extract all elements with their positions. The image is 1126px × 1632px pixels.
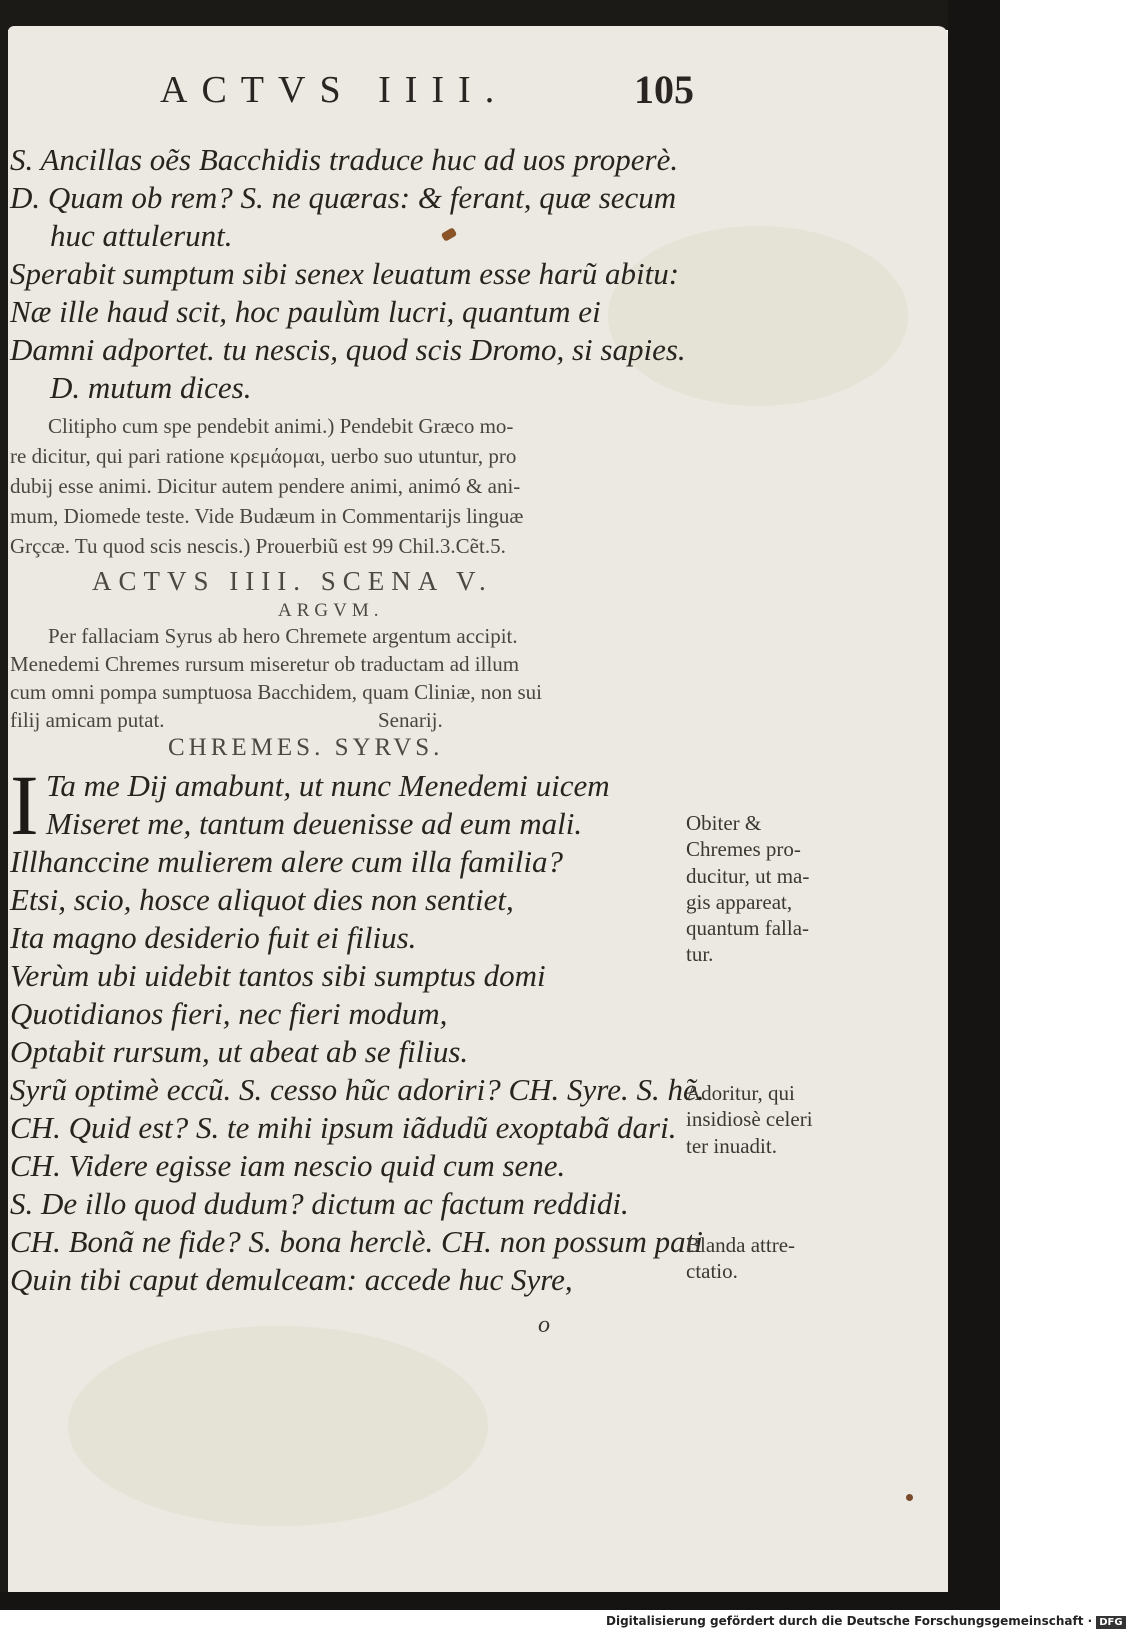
verse-line: S. Ancillas oẽs Bacchidis traduce huc ad uos properè. (10, 142, 679, 177)
paper-stain (608, 226, 908, 406)
commentary-line: re dicitur, qui pari ratione κρεμάομαι, uerbo suo utuntur, pro (10, 444, 517, 468)
verse-line: Damni adportet. tu nescis, quod scis Dromo, si sapies. (10, 332, 686, 367)
argument-line: filij amicam putat. (10, 708, 165, 732)
verse-line: D. mutum dices. (50, 370, 252, 405)
verse-line: Illhanccine mulierem alere cum illa familia? (10, 844, 563, 879)
verse-line: CH. Quid est? S. te mihi ipsum iãdudũ exoptabã dari. (10, 1110, 677, 1145)
argument-line: Menedemi Chremes rursum miseretur ob traductam ad illum (10, 652, 520, 676)
verse-line: CH. Bonã ne fide? S. bona herclè. CH. non possum pati (10, 1224, 703, 1259)
scene-heading: ACTVS IIII. SCENA V. (92, 566, 493, 596)
dfg-logo: DFG (1096, 1616, 1125, 1629)
margin-note: Blanda attre- ctatio. (686, 1233, 796, 1284)
commentary-line: dubij esse animi. Dicitur autem pendere animi, animó & ani- (10, 474, 521, 498)
commentary-line: Clitipho cum spe pendebit animi.) Pendebit Græco mo- (48, 414, 514, 438)
verse-line: Quin tibi caput demulceam: accede huc Syre, (10, 1262, 573, 1297)
argument-line: Per fallaciam Syrus ab hero Chremete argentum accipit. (48, 624, 518, 648)
verse-line: Næ ille haud scit, hoc paulùm lucri, quantum ei (10, 294, 601, 329)
commentary-line: mum, Diomede teste. Vide Budæum in Commentarijs linguæ (10, 504, 524, 528)
meter-label: Senarij. (378, 708, 443, 732)
verse-line: CH. Videre egisse iam nescio quid cum sene. (10, 1148, 566, 1183)
ink-dot (906, 1494, 913, 1501)
scan-edge-left (0, 0, 8, 1610)
argument-heading: ARGVM. (278, 600, 384, 621)
verse-line: Optabit rursum, ut abeat ab se filius. (10, 1034, 469, 1069)
verse-line: Quotidianos fieri, nec fieri modum, (10, 996, 448, 1031)
paper-stain (68, 1326, 488, 1526)
running-head: ACTVS IIII. (160, 69, 509, 111)
catchword: o (538, 1312, 550, 1338)
verse-line: Ta me Dij amabunt, ut nunc Menedemi uicem (46, 768, 610, 803)
page-number: 105 (634, 67, 694, 112)
verse-line: Miseret me, tantum deuenisse ad eum mali. (46, 806, 583, 841)
verse-line: Etsi, scio, hosce aliquot dies non sentiet, (10, 882, 514, 917)
scan-edge-right (948, 0, 1000, 1610)
verse-line: Verùm ubi uidebit tantos sibi sumptus domi (10, 958, 546, 993)
drop-capital: I (10, 757, 39, 853)
argument-line: cum omni pompa sumptuosa Bacchidem, quam Cliniæ, non sui (10, 680, 542, 704)
verse-line: Sperabit sumptum sibi senex leuatum esse harũ abitu: (10, 256, 680, 291)
verse-line: S. De illo quod dudum? dictum ac factum reddidi. (10, 1186, 629, 1221)
persons-heading: CHREMES. SYRVS. (168, 734, 444, 761)
verse-line: D. Quam ob rem? S. ne quæras: & ferant, quæ secum (10, 180, 677, 215)
margin-note: Obiter & Chremes pro- ducitur, ut ma- gis appareat, quantum falla- tur. (686, 811, 810, 967)
commentary-line: Grçcæ. Tu quod scis nescis.) Prouerbiũ est 99 Chil.3.Cẽt.5. (10, 534, 506, 558)
margin-note: Adoritur, qui insidiosè celeri ter inuadit. (686, 1081, 813, 1158)
verse-line: Syrũ optimè eccũ. S. cesso hũc adoriri? CH. Syre. S. hẽ. (10, 1072, 705, 1107)
verse-line: huc attulerunt. (50, 218, 233, 253)
footer-text: Digitalisierung gefördert durch die Deutsche Forschungsgemeinschaft · (606, 1614, 1093, 1628)
scan-edge-bottom (0, 1592, 1000, 1610)
digitization-footer (606, 1614, 1126, 1629)
verse-line: Ita magno desiderio fuit ei filius. (10, 920, 417, 955)
